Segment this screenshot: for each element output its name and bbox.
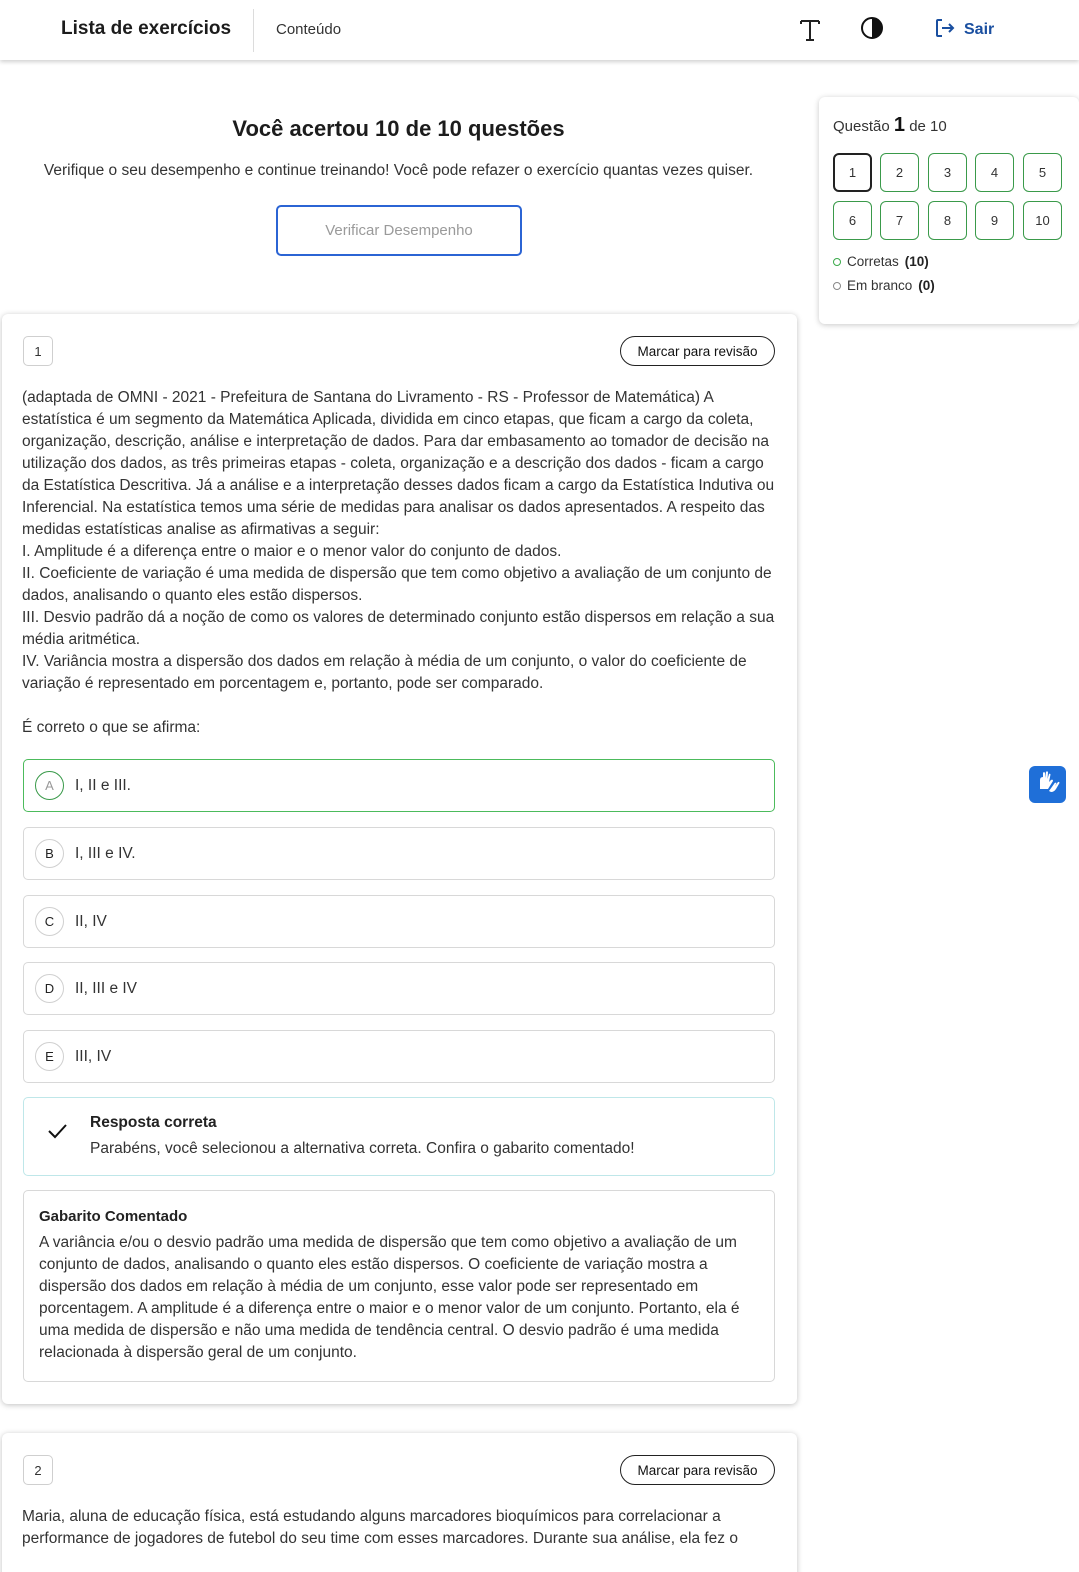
alternative-text: I, II e III. [75,776,131,794]
question-nav-9[interactable]: 9 [975,201,1014,240]
alternative-text: II, IV [75,912,107,930]
header-divider [253,9,254,52]
question-prompt: É correto o que se afirma: [22,719,201,736]
navigator-current: 1 [893,114,906,136]
mark-review-button[interactable]: Marcar para revisão [620,336,775,366]
alternative-e[interactable] [23,1030,775,1083]
alternative-a[interactable] [23,759,775,812]
legend-correct-label: Corretas [847,254,899,269]
alternative-c[interactable] [23,895,775,948]
question-text [22,387,782,739]
statement-1: I. Amplitude é a diferença entre o maior e o menor valor do conjunto de dados. [22,543,562,560]
alternative-text: II, III e IV [75,979,138,997]
contrast-icon[interactable] [860,16,884,40]
alternative-letter: A [35,771,64,800]
question-nav-4[interactable]: 4 [975,153,1014,192]
sign-language-button[interactable] [1029,766,1066,803]
commented-answer [23,1190,775,1382]
question-navigator [819,97,1079,324]
app-title: Lista de exercícios [61,18,232,39]
alternative-text: I, III e IV. [75,844,136,862]
alternative-letter: D [35,974,64,1003]
feedback-title: Resposta correta [90,1114,217,1131]
logout-label: Sair [964,21,995,38]
alternative-letter: E [35,1042,64,1071]
question-nav-2[interactable]: 2 [880,153,919,192]
question-card-2 [2,1433,797,1572]
logout-icon [934,17,956,44]
question-number-badge: 2 [23,1455,53,1485]
check-icon [46,1120,68,1142]
question-nav-6[interactable]: 6 [833,201,872,240]
question-nav-3[interactable]: 3 [928,153,967,192]
alternative-letter: C [35,907,64,936]
content-nav-link[interactable]: Conteúdo [276,21,342,38]
result-subtitle: Verifique o seu desempenho e continue treinando! Você pode refazer o exercício quantas vezes quiser. [43,162,754,179]
question-nav-5[interactable]: 5 [1023,153,1062,192]
legend-blank-dot [833,282,841,290]
legend-correct [833,254,929,269]
legend-correct-count: (10) [904,254,929,269]
question-nav-10[interactable]: 10 [1023,201,1062,240]
statement-2: II. Coeficiente de variação é uma medida de dispersão que tem como objetivo a avaliação de um conjunto de dados, analisando o quanto eles estão dispersos. [22,565,772,604]
question-text [22,1506,782,1550]
answer-feedback [23,1097,775,1176]
top-header [0,0,1079,60]
font-size-icon[interactable] [797,15,823,43]
statement-4: IV. Variância mostra a dispersão dos dados em relação à média de um conjunto, o valor do coeficiente de variação é representado em porcentagem e, portanto, pode ser comparado. [22,653,747,692]
result-title: Você acertou 10 de 10 questões [232,116,565,141]
check-performance-button[interactable]: Verificar Desempenho [276,205,522,256]
question-nav-8[interactable]: 8 [928,201,967,240]
commented-answer-text: A variância e/ou o desvio padrão uma medida de dispersão que tem como objetivo a avaliação de um conjunto de dados, analisando o quanto eles estão dispersos. O coeficiente de variação mostra a dispersão dos dados em relação à média de um conjunto, esse valor pode ser representado em porcentagem. A amplitude é a diferença entre o maior e o menor valor de um conjunto. Portanto, ela é uma medida de dispersão e não uma medida de tendência central. O desvio padrão é uma medida relacionada à dispersão geral de um conjunto. [39,1234,740,1361]
statement-3: III. Desvio padrão dá a noção de como os valores de determinado conjunto estão dispersos em relação a sua média aritmética. [22,609,775,648]
hands-icon [1035,769,1061,800]
navigator-prefix: Questão [833,118,890,135]
legend-blank-label: Em branco [847,278,913,293]
navigator-suffix: de 10 [909,118,947,135]
commented-answer-title: Gabarito Comentado [39,1208,188,1225]
alternative-d[interactable] [23,962,775,1015]
question-card-1 [2,314,797,1404]
alternative-text: III, IV [75,1047,112,1065]
navigator-title [833,114,947,137]
question-nav-1[interactable]: 1 [833,153,872,192]
legend-blank [833,278,935,293]
question-nav-7[interactable]: 7 [880,201,919,240]
question-number-badge: 1 [23,336,53,366]
question-paragraph: (adaptada de OMNI - 2021 - Prefeitura de Santana do Livramento - RS - Professor de Matemática) A estatística é um segmento da Matemática Aplicada, dividida em cinco etapas, que ficam a cargo da coleta, organização, descrição, análise e interpretação de dados. Para dar embasamento ao tomador de decisão na utilização dos dados, as três primeiras etapas - coleta, organização e a descrição dos dados - ficam a cargo da Estatística Descritiva. Já a análise e a interpretação desses dados ficam a cargo da Estatística Indutiva ou Inferencial. Na estatística temos uma série de medidas para analisar os dados apresentados. A respeito das medidas estatísticas analise as afirmativas a seguir: [22,389,775,538]
question-paragraph: Maria, aluna de educação física, está estudando alguns marcadores bioquímicos para correlacionar a performance de jogadores de futebol do seu time com esses marcadores. Durante sua análise, ela fez o [22,1508,738,1547]
legend-blank-count: (0) [918,278,935,293]
logout-button[interactable] [934,17,994,43]
feedback-text: Parabéns, você selecionou a alternativa correta. Confira o gabarito comentado! [90,1140,635,1157]
legend-correct-dot [833,258,841,266]
alternative-b[interactable] [23,827,775,880]
mark-review-button[interactable]: Marcar para revisão [620,1455,775,1485]
alternative-letter: B [35,839,64,868]
